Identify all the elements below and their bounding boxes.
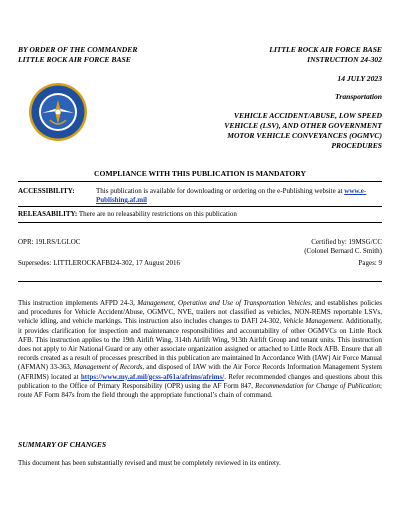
accessibility-label: ACCESSIBILITY:	[18, 187, 75, 195]
body-italic: Management, Operation and Use of Transportation Vehicles	[137, 299, 311, 307]
certified-by: Certified by: 19MSG/CC	[311, 238, 382, 246]
body-text: . Additionally, it provides clarification for inspection and maintenance responsibilities and accountability of other OGMVCs on Little Rock AFB. This instruction applies to the 19th Airlift Wing, 314th Airlift Wing, 913th Airlift Group and tenant units. This instruction does not apply to Air National Guard or any other associate organization assigned or attached to Little Rock AFB. Ensure that all records created as a result of processes prescribed in this publication are maintained In Accordance With (IAW) Air Force Manual (AFMAN) 33-363,	[18, 317, 382, 372]
certifier-name: (Colonel Bernard C. Smith)	[304, 247, 382, 255]
body-text: ; route AF Form 847s from the field through the appropriate functional’s chain of command.	[18, 381, 382, 400]
accessibility-row	[18, 187, 382, 205]
divider	[18, 181, 382, 182]
body-text: , and disposed of IAW with the Air Force Records Information Management System (AFRIMS) located at	[18, 363, 382, 381]
issuer-line-1: BY ORDER OF THE COMMANDER	[18, 45, 138, 54]
meta-row-2	[18, 259, 382, 268]
body-italic: Recommendation for Change of Publication	[255, 381, 381, 390]
instruction-paragraph	[18, 299, 382, 400]
divider	[18, 222, 382, 223]
air-mobility-command-seal-icon	[28, 82, 88, 142]
issuer-block	[18, 45, 137, 65]
opr: OPR: 19LRS/LGLOC	[18, 238, 81, 246]
afrims-link[interactable]: https://www.my.af.mil/gcss-af61a/afrims/afrims/	[80, 372, 225, 381]
publication-category: Transportation	[335, 92, 382, 101]
releasability-row	[18, 210, 382, 219]
publication-title: VEHICLE ACCIDENT/ABUSE, LOW SPEED VEHICLE (LSV), AND OTHER GOVERNMENT MOTOR VEHICLE CONVEYANCES (OGMVC) PROCEDURES	[224, 111, 382, 150]
body-text: . Refer recommended changes and questions about this publication to the Office of Primary Responsibility (OPR) using the AF Form 847,	[18, 372, 382, 390]
e-publishing-link[interactable]: www.e-Publishing.af.mil	[96, 187, 367, 204]
summary-text: This document has been substantially revised and must be completely reviewed in its entirety.	[18, 459, 281, 467]
accessibility-text: This publication is available for downloading or ordering on the e-Publishing website at	[96, 187, 343, 195]
instruction-number: INSTRUCTION 24-302	[307, 55, 382, 64]
summary-heading: SUMMARY OF CHANGES	[18, 440, 107, 449]
page-count: Pages: 9	[358, 259, 382, 267]
instruction-header	[212, 45, 382, 151]
releasability-text: There are no releasability restrictions on this publication	[78, 210, 237, 218]
body-text: This instruction implements AFPD 24-3,	[18, 299, 138, 307]
publication-date: 14 JULY 2023	[337, 74, 382, 83]
supersedes: Supersedes: LITTLEROCKAFBI24-302, 17 August 2016	[18, 259, 180, 267]
meta-row-1	[18, 238, 382, 247]
divider	[18, 281, 382, 282]
body-italic: Management of Records	[73, 363, 143, 372]
body-italic: Vehicle Management	[283, 317, 342, 326]
issuer-line-2: LITTLE ROCK AIR FORCE BASE	[18, 55, 131, 64]
releasability-label: RELEASABILITY:	[18, 210, 78, 218]
divider	[18, 206, 382, 207]
compliance-statement: COMPLIANCE WITH THIS PUBLICATION IS MANDATORY	[94, 169, 306, 178]
body-text: , and establishes policies and procedures for Vehicle Accident/Abuse, OGMVC, NVE, trailers not classified as vehicles, NON-REMS reportable LSVs, vehicle idling, and vehicle markings. This instruction also includes changes to DAFI 24-302,	[18, 299, 382, 326]
base-name: LITTLE ROCK AIR FORCE BASE	[269, 45, 382, 54]
